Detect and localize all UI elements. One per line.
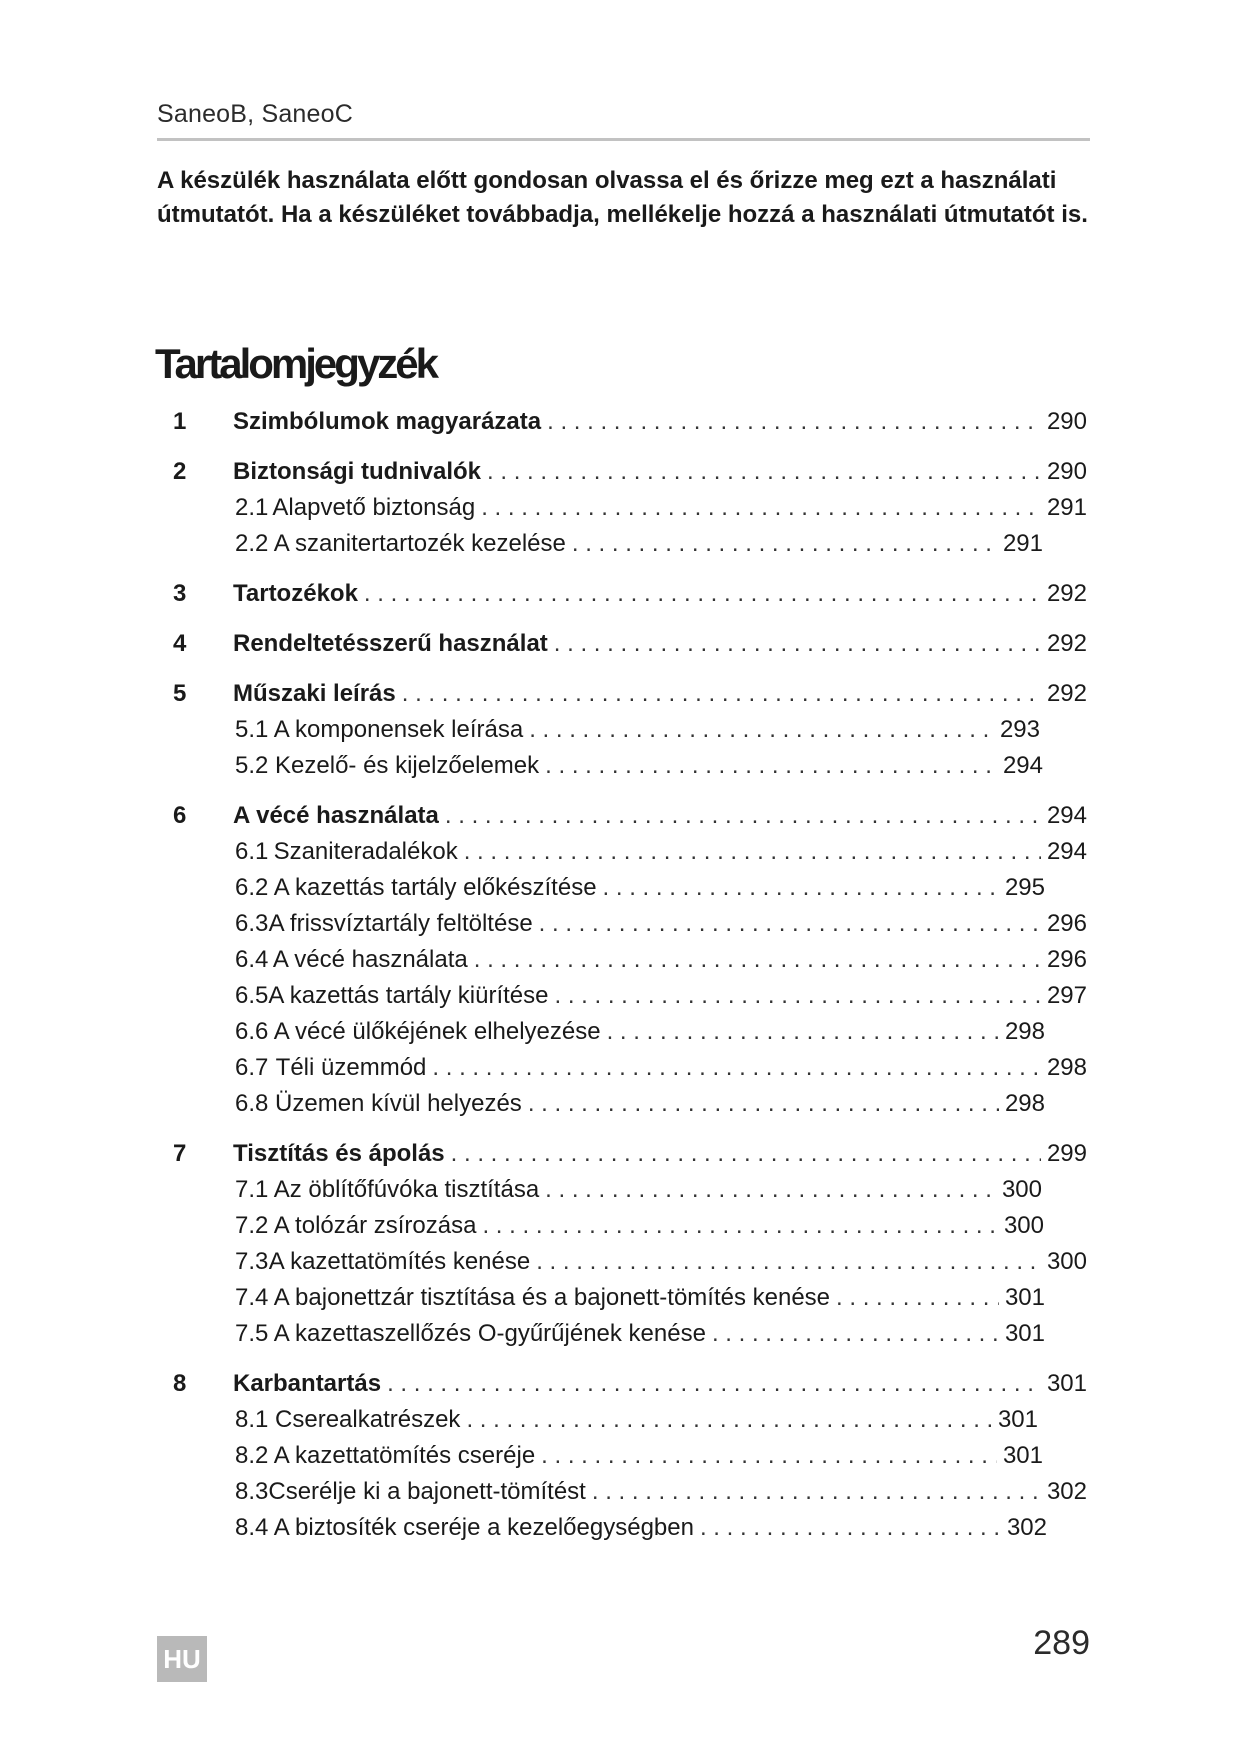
toc-entry-title: Téli üzemmód	[275, 1054, 427, 1081]
toc-entry-title: Cserélje ki a bajonett-tömítést	[268, 1478, 586, 1505]
toc-dot-leader	[547, 404, 1041, 440]
toc-page-number: 300	[1001, 1176, 1042, 1203]
toc-entry-title: Tisztítás és ápolás	[233, 1140, 445, 1167]
toc-page-number: 300	[1046, 1248, 1087, 1275]
intro-instructions: A készülék használata előtt gondosan olvassa el és őrizze meg ezt a használati útmutatót. Ha a készüléket továbbadja, mellékelje hozzá a használati útmutatót is.	[157, 167, 1088, 228]
toc-entry-title: 6.2 A kazettás tartály előkészítése	[235, 874, 597, 901]
toc-page-number: 296	[1046, 946, 1087, 973]
toc-dot-leader	[482, 1208, 997, 1244]
toc-dot-leader	[555, 978, 1041, 1014]
toc-page-number: 290	[1046, 458, 1087, 485]
toc-section-number: 2.1	[235, 494, 269, 521]
toc-section-7-3[interactable]	[235, 1244, 1087, 1280]
toc-page-number: 301	[997, 1406, 1038, 1433]
toc-chapter-3[interactable]	[173, 576, 1087, 612]
toc-page-number: 291	[1046, 494, 1087, 521]
toc-dot-leader	[402, 676, 1041, 712]
toc-page-number: 299	[1046, 1140, 1087, 1167]
toc-section-7-2[interactable]	[235, 1208, 1044, 1244]
toc-chapter-4[interactable]	[173, 626, 1087, 662]
toc-chapter-number: 4	[173, 630, 187, 657]
toc-dot-leader	[529, 712, 994, 748]
toc-chapter-1[interactable]	[173, 404, 1087, 440]
page-number: 289	[1033, 1624, 1090, 1662]
toc-dot-leader	[487, 454, 1041, 490]
toc-dot-leader	[539, 906, 1041, 942]
toc-section-6-5[interactable]	[235, 978, 1087, 1014]
toc-entry-title: Alapvető biztonság	[272, 494, 476, 521]
toc-entry-title: 8.2 A kazettatömítés cseréje	[235, 1442, 536, 1469]
toc-dot-leader	[572, 526, 997, 562]
toc-entry-title: 7.1 Az öblítőfúvóka tisztítása	[235, 1176, 540, 1203]
toc-page-number: 292	[1046, 580, 1087, 607]
toc-dot-leader	[545, 748, 997, 784]
toc-dot-leader	[464, 834, 1041, 870]
toc-chapter-number: 3	[173, 580, 187, 607]
toc-title: Tartalomjegyzék	[155, 340, 437, 387]
toc-section-8-1[interactable]	[235, 1402, 1038, 1438]
toc-dot-leader	[451, 1136, 1041, 1172]
toc-chapter-number: 5	[173, 680, 187, 707]
toc-page-number: 298	[1004, 1018, 1045, 1045]
toc-chapter-number: 6	[173, 802, 187, 829]
toc-entry-title: Karbantartás	[233, 1370, 382, 1397]
toc-section-number: 7.3	[235, 1248, 269, 1275]
toc-page-number: 298	[1046, 1054, 1087, 1081]
toc-section-number: 8.3	[235, 1478, 269, 1505]
toc-entry-title: 6.8 Üzemen kívül helyezés	[235, 1090, 522, 1117]
toc-section-5-1[interactable]	[235, 712, 1040, 748]
toc-page-number: 297	[1046, 982, 1087, 1009]
toc-entry-title: Tartozékok	[233, 580, 358, 607]
toc-section-2-2[interactable]	[235, 526, 1043, 562]
toc-entry-title: A kazettatömítés kenése	[268, 1248, 531, 1275]
toc-section-6-3[interactable]	[235, 906, 1087, 942]
toc-page-number: 298	[1004, 1090, 1045, 1117]
toc-dot-leader	[387, 1366, 1041, 1402]
toc-page-number: 290	[1046, 408, 1087, 435]
toc-page-number: 296	[1046, 910, 1087, 937]
toc-dot-leader	[536, 1244, 1041, 1280]
toc-page-number: 294	[1046, 802, 1087, 829]
toc-section-6-8[interactable]	[235, 1086, 1045, 1122]
toc-page-number: 291	[1002, 530, 1043, 557]
toc-dot-leader	[603, 870, 999, 906]
toc-entry-title: A vécé használata	[233, 802, 439, 829]
toc-section-6-4[interactable]	[235, 942, 1087, 978]
toc-entry-title: Rendeltetésszerű használat	[233, 630, 548, 657]
toc-entry-title: 7.2 A tolózár zsírozása	[235, 1212, 477, 1239]
toc-entry-title: 8.4 A biztosíték cseréje a kezelőegységben	[235, 1514, 694, 1541]
toc-dot-leader	[541, 1438, 997, 1474]
header-model-name: SaneoB, SaneoC	[157, 100, 354, 128]
toc-chapter-8[interactable]	[173, 1366, 1087, 1402]
toc-entry-title: 8.1 Cserealkatrészek	[235, 1406, 461, 1433]
toc-section-6-1[interactable]	[235, 834, 1087, 870]
toc-page-number: 292	[1046, 680, 1087, 707]
toc-dot-leader	[432, 1050, 1041, 1086]
toc-dot-leader	[554, 626, 1041, 662]
toc-section-6-2[interactable]	[235, 870, 1045, 906]
toc-page-number: 302	[1006, 1514, 1047, 1541]
toc-page-number: 301	[1004, 1320, 1045, 1347]
toc-chapter-number: 2	[173, 458, 187, 485]
toc-section-2-1[interactable]	[235, 490, 1087, 526]
toc-entry-title: 7.5 A kazettaszellőzés O-gyűrűjének kenése	[235, 1320, 706, 1347]
toc-page-number: 300	[1003, 1212, 1044, 1239]
toc-dot-leader	[712, 1316, 999, 1352]
toc-page-number: 292	[1046, 630, 1087, 657]
toc-dot-leader	[836, 1280, 999, 1316]
toc-section-number: 6.5	[235, 982, 269, 1009]
toc-entry-title: Szimbólumok magyarázata	[233, 408, 542, 435]
toc-dot-leader	[607, 1014, 999, 1050]
toc-dot-leader	[700, 1510, 1001, 1546]
toc-page-number: 293	[999, 716, 1040, 743]
toc-chapter-6[interactable]	[173, 798, 1087, 834]
toc-dot-leader	[364, 576, 1041, 612]
toc-dot-leader	[528, 1086, 999, 1122]
toc-section-6-6[interactable]	[235, 1014, 1045, 1050]
toc-chapter-number: 7	[173, 1140, 187, 1167]
toc-entry-title: 5.2 Kezelő- és kijelzőelemek	[235, 752, 540, 779]
toc-entry-title: A frissvíztartály feltöltése	[268, 910, 533, 937]
toc-page-number: 294	[1046, 838, 1087, 865]
toc-chapter-number: 1	[173, 408, 187, 435]
toc-section-number: 6.4	[235, 946, 269, 973]
toc-section-number: 6.7	[235, 1054, 269, 1081]
header-divider	[157, 138, 1090, 141]
toc-entry-title: A kazettás tartály kiürítése	[268, 982, 549, 1009]
toc-section-8-4[interactable]	[235, 1510, 1047, 1546]
toc-section-number: 6.3	[235, 910, 269, 937]
toc-dot-leader	[592, 1474, 1041, 1510]
language-badge: HU	[157, 1636, 207, 1682]
toc-entry-title: A vécé használata	[272, 946, 468, 973]
toc-section-7-5[interactable]	[235, 1316, 1045, 1352]
toc-dot-leader	[445, 798, 1041, 834]
toc-page-number: 294	[1002, 752, 1043, 779]
toc-entry-title: 6.6 A vécé ülőkéjének elhelyezése	[235, 1018, 601, 1045]
toc-chapter-5[interactable]	[173, 676, 1087, 712]
toc-entry-title: 5.1 A komponensek leírása	[235, 716, 524, 743]
toc-section-7-1[interactable]	[235, 1172, 1042, 1208]
toc-dot-leader	[466, 1402, 992, 1438]
toc-section-8-2[interactable]	[235, 1438, 1043, 1474]
toc-page-number: 301	[1046, 1370, 1087, 1397]
toc-page-number: 301	[1004, 1284, 1045, 1311]
toc-chapter-number: 8	[173, 1370, 187, 1397]
toc-section-number: 6.1	[235, 838, 269, 865]
toc-chapter-2[interactable]	[173, 454, 1087, 490]
toc-dot-leader	[481, 490, 1041, 526]
toc-entry-title: 7.4 A bajonettzár tisztítása és a bajonett-tömítés kenése	[235, 1284, 831, 1311]
toc-entry-title: Biztonsági tudnivalók	[233, 458, 482, 485]
toc-section-8-3[interactable]	[235, 1474, 1087, 1510]
toc-entry-title: Műszaki leírás	[233, 680, 396, 707]
toc-dot-leader	[545, 1172, 996, 1208]
toc-entry-title: 2.2 A szanitertartozék kezelése	[235, 530, 566, 557]
toc-section-6-7[interactable]	[235, 1050, 1087, 1086]
toc-page-number: 301	[1002, 1442, 1043, 1469]
toc-entry-title: Szaniteradalékok	[273, 838, 458, 865]
toc-section-7-4[interactable]	[235, 1280, 1045, 1316]
toc-page-number: 295	[1004, 874, 1045, 901]
toc-page-number: 302	[1046, 1478, 1087, 1505]
toc-chapter-7[interactable]	[173, 1136, 1087, 1172]
toc-dot-leader	[474, 942, 1041, 978]
toc-section-5-2[interactable]	[235, 748, 1043, 784]
